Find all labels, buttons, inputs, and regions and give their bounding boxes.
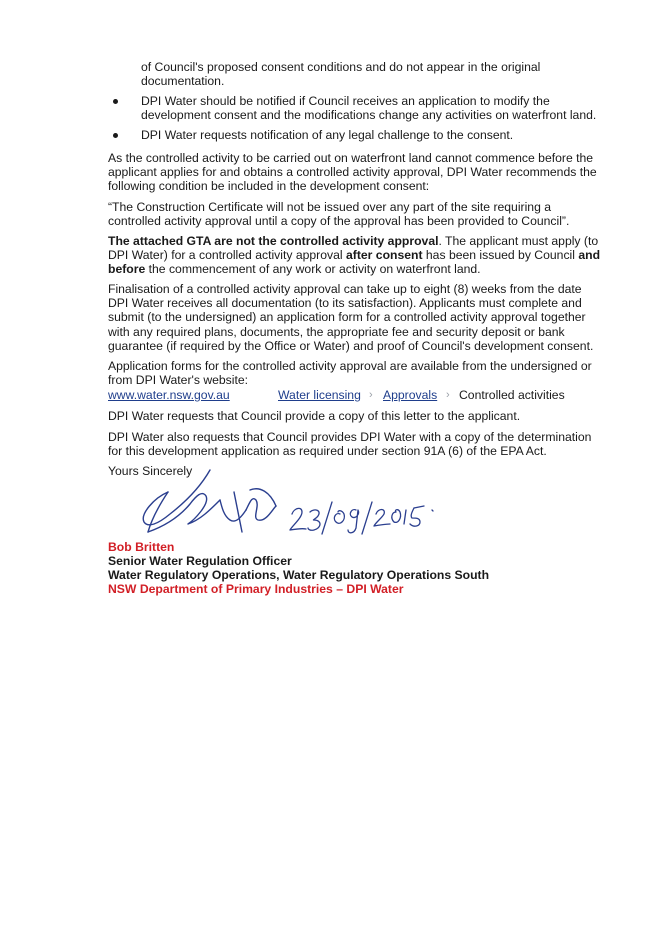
paragraph-condition-quote: “The Construction Certificate will not be issued over any part of the site requiring a controlled activity approval until a copy of the approval has been provided to Council”.: [108, 200, 570, 229]
paragraph-application-forms: Application forms for the controlled activity approval are available from the undersigned or from DPI Water's website:: [108, 359, 592, 388]
gta-bold-and-before: and before: [108, 248, 601, 277]
chevron-right-icon: ›: [369, 389, 373, 401]
breadcrumb-water-licensing-link[interactable]: Water licensing: [278, 388, 361, 402]
gta-text: . The applicant must apply (to DPI Water) for a controlled activity approval: [108, 234, 599, 263]
website-link[interactable]: www.water.nsw.gov.au: [108, 388, 230, 402]
bullet-dot: [113, 99, 118, 104]
signatory-title: Senior Water Regulation Officer: [108, 554, 292, 568]
gta-text: the commencement of any work or activity on waterfront land.: [145, 262, 481, 277]
bullet-legal-challenge: DPI Water requests notification of any legal challenge to the consent.: [141, 128, 514, 142]
breadcrumb-controlled-activities: Controlled activities: [459, 388, 565, 402]
signatory-name: Bob Britten: [108, 540, 175, 554]
bullet-notify-modify: DPI Water should be notified if Council receives an application to modify the development consent and the modifications change any activities on waterfront land.: [141, 94, 597, 123]
bullet-continuation: of Council's proposed consent conditions and do not appear in the original documentation.: [141, 60, 541, 89]
gta-bold-statement: The attached GTA are not the controlled activity approval: [108, 234, 439, 248]
chevron-right-icon: ›: [446, 389, 450, 401]
closing-salutation: Yours Sincerely: [108, 464, 193, 478]
paragraph-gta: [108, 234, 600, 277]
gta-text: has been issued by Council: [422, 248, 579, 263]
signatory-organisation: NSW Department of Primary Industries – DPI Water: [108, 582, 404, 596]
paragraph-finalisation: Finalisation of a controlled activity approval can take up to eight (8) weeks from the date DPI Water receives all documentation (to its satisfaction). Applicants must complete and submit (to the undersigned) an application form for a controlled activity approval together with any required plans, documents, the appropriate fee and security deposit or bank guarantee (if required by the Office or Water) and proof of Council's development consent.: [108, 282, 594, 353]
paragraph-determination: DPI Water also requests that Council provides DPI Water with a copy of the determination for this development application as required under section 91A (6) of the EPA Act.: [108, 430, 592, 459]
paragraph-copy-letter: DPI Water requests that Council provide a copy of this letter to the applicant.: [108, 409, 521, 423]
paragraph-controlled-activity: As the controlled activity to be carried out on waterfront land cannot commence before the applicant applies for and obtains a controlled activity approval, DPI Water recommends the following condition be included in the development consent:: [108, 151, 597, 194]
handwritten-signature: [110, 462, 440, 552]
gta-bold-after-consent: after consent: [345, 248, 423, 263]
breadcrumb-approvals-link[interactable]: Approvals: [383, 388, 438, 402]
bullet-dot: [113, 133, 118, 138]
signatory-unit: Water Regulatory Operations, Water Regulatory Operations South: [108, 568, 490, 582]
